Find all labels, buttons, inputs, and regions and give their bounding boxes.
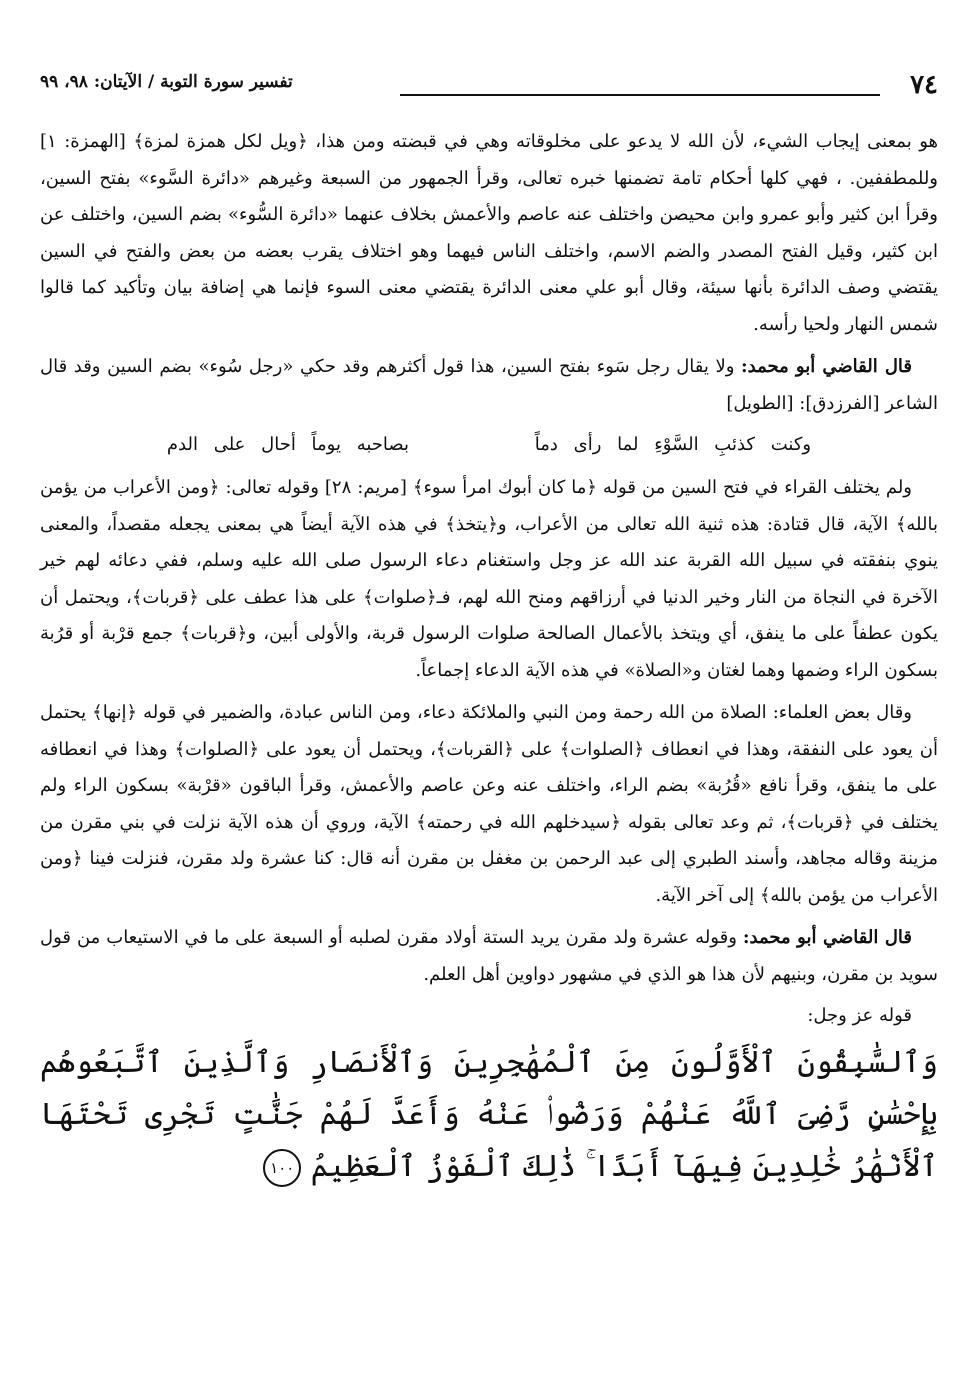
header-rule <box>400 94 880 96</box>
verse-first-hemistich: وكنت كذئبِ السَّوْءِ لما رأى دماً <box>534 434 812 455</box>
page-body <box>40 124 938 1193</box>
verse-second-hemistich: بصاحبه يوماً أحال على الدم <box>166 434 410 455</box>
qadi-paragraph-1 <box>40 349 938 422</box>
quran-text: وَٱلسَّٰبِقُونَ ٱلْأَوَّلُونَ مِنَ ٱلْمُهَٰجِرِينَ وَٱلْأَنصَارِ وَٱلَّذِينَ ٱتَّبَعُوهُم بِإِحْسَٰنٍ رَّضِىَ ٱللَّهُ عَنْهُمْ وَرَضُوا۟ عَنْهُ وَأَعَدَّ لَهُمْ جَنَّٰتٍ تَجْرِى تَحْتَهَا ٱلْأَنْهَٰرُ خَٰلِدِينَ فِيهَآ أَبَدًا ۚ ذَٰلِكَ ٱلْفَوْزُ ٱلْعَظِيمُ <box>40 1045 938 1184</box>
quran-verse <box>40 1037 938 1193</box>
running-title: تفسير سورة التوبة / الآيتان: ٩٨، ٩٩ <box>40 72 293 92</box>
paragraph-3: وقال بعض العلماء: الصلاة من الله رحمة ومن النبي والملائكة دعاء، ومن الناس عبادة، والضمير في قوله ﴿إنها﴾ يحتمل أن يعود على النفقة، وهذا في انعطاف ﴿الصلوات﴾ على ﴿القربات﴾، ويحتمل أن يعود على ﴿الصلوات﴾ وهذا في انعطافه على ما ينفق، وقرأ نافع «قُرُبة» بضم الراء، واختلف عنه وعن عاصم والأعمش، وقرأ الباقون «قرْبة» بسكون الراء ولم يختلف في ﴿قربات﴾، ثم وعد تعالى بقوله ﴿سيدخلهم الله في رحمته﴾ الآية، وروي أن هذه الآية نزلت في بني مقرن من مزينة وقاله مجاهد، وأسند الطبري إلى عبد الرحمن بن مغفل بن مقرن أنه قال: كنا عشرة ولد مقرن، فنزلت فينا ﴿ومن الأعراب من يؤمن بالله﴾ إلى آخر الآية. <box>40 702 939 906</box>
speaker-label: قال القاضي أبو محمد: <box>742 927 912 948</box>
quran-intro: قوله عز وجل: <box>807 1005 912 1026</box>
paragraph-1: هو بمعنى إيجاب الشيء، لأن الله لا يدعو على مخلوقاته وهي في قبضته ومن هذا، ﴿ويل لكل همزة لمزة﴾ [الهمزة: ١] وللمطففين. ، فهي كلها أحكام تامة تضمنها خبره تعالى، وقرأ الجمهور من السبعة وغيرهم «دائرة السَّوء» بفتح السين، وقرأ ابن كثير وأبو عمرو وابن محيصن واختلف عنه عاصم والأعمش بخلاف عنهما «دائرة السُّوء» بضم السين، واختلف عن ابن كثير، وقيل الفتح المصدر والضم الاسم، واختلف الناس فيهما وهو اختلاف يقرب بعضه من بعض والفتح في السين يقتضي وصف الدائرة بأنها سيئة، وقال أبو علي معنى الدائرة يقتضي معنى السوء فإنما هي إضافة بيان وتأكيد كما قالوا شمس النهار ولحيا رأسه. <box>40 131 938 335</box>
qadi-paragraph-2 <box>40 920 938 993</box>
qadi-text: ولا يقال رجل سَوء بفتح السين، هذا قول أكثرهم وقد حكي «رجل سُوء» بضم السين وقد قال الشاعر [الفرزدق]: [الطويل] <box>40 356 938 414</box>
paragraph-2: ولم يختلف القراء في فتح السين من قوله ﴿ما كان أبوك امرأ سوء﴾ [مريم: ٢٨] وقوله تعالى: ﴿ومن الأعراب من يؤمن بالله﴾ الآية، قال قتادة: هذه ثنية الله تعالى من الأعراب، و﴿يتخذ﴾ في هذه الآية أيضاً هي بمعنى يجعله مقصداً، والمعنى ينوي بنفقته في سبيل الله القربة عند الله عز وجل واستغنام دعاء الرسول صلى الله عليه وسلم، ففي دعائه لهم خير الآخرة في النجاة من النار وخير الدنيا في أرزاقهم ومنح الله لهم، فـ﴿صلوات﴾ على هذا عطف على ﴿قربات﴾، ويحتمل أن يكون عطفاً على ما ينفق، أي ويتخذ بالأعمال الصالحة صلوات الرسول قربة، والأولى أبين، و﴿قربات﴾ جمع قرْبة أو قرُبة بسكون الراء وضمها وهما لغتان و«الصلاة» في هذه الآية الدعاء إجماعاً. <box>40 477 938 681</box>
speaker-label: قال القاضي أبو محمد: <box>741 356 912 377</box>
page-header <box>40 70 938 106</box>
poetry-verse <box>40 428 938 462</box>
qadi-text: وقوله عشرة ولد مقرن يريد الستة أولاد مقرن لصلبه أو السبعة على ما في الاستيعاب من قول سويد بن مقرن، وبنيهم لأن هذا هو الذي في مشهور دواوين أهل العلم. <box>40 927 938 985</box>
page-number: ٧٤ <box>910 70 938 100</box>
ayah-number-icon: ١٠٠ <box>263 1149 301 1187</box>
